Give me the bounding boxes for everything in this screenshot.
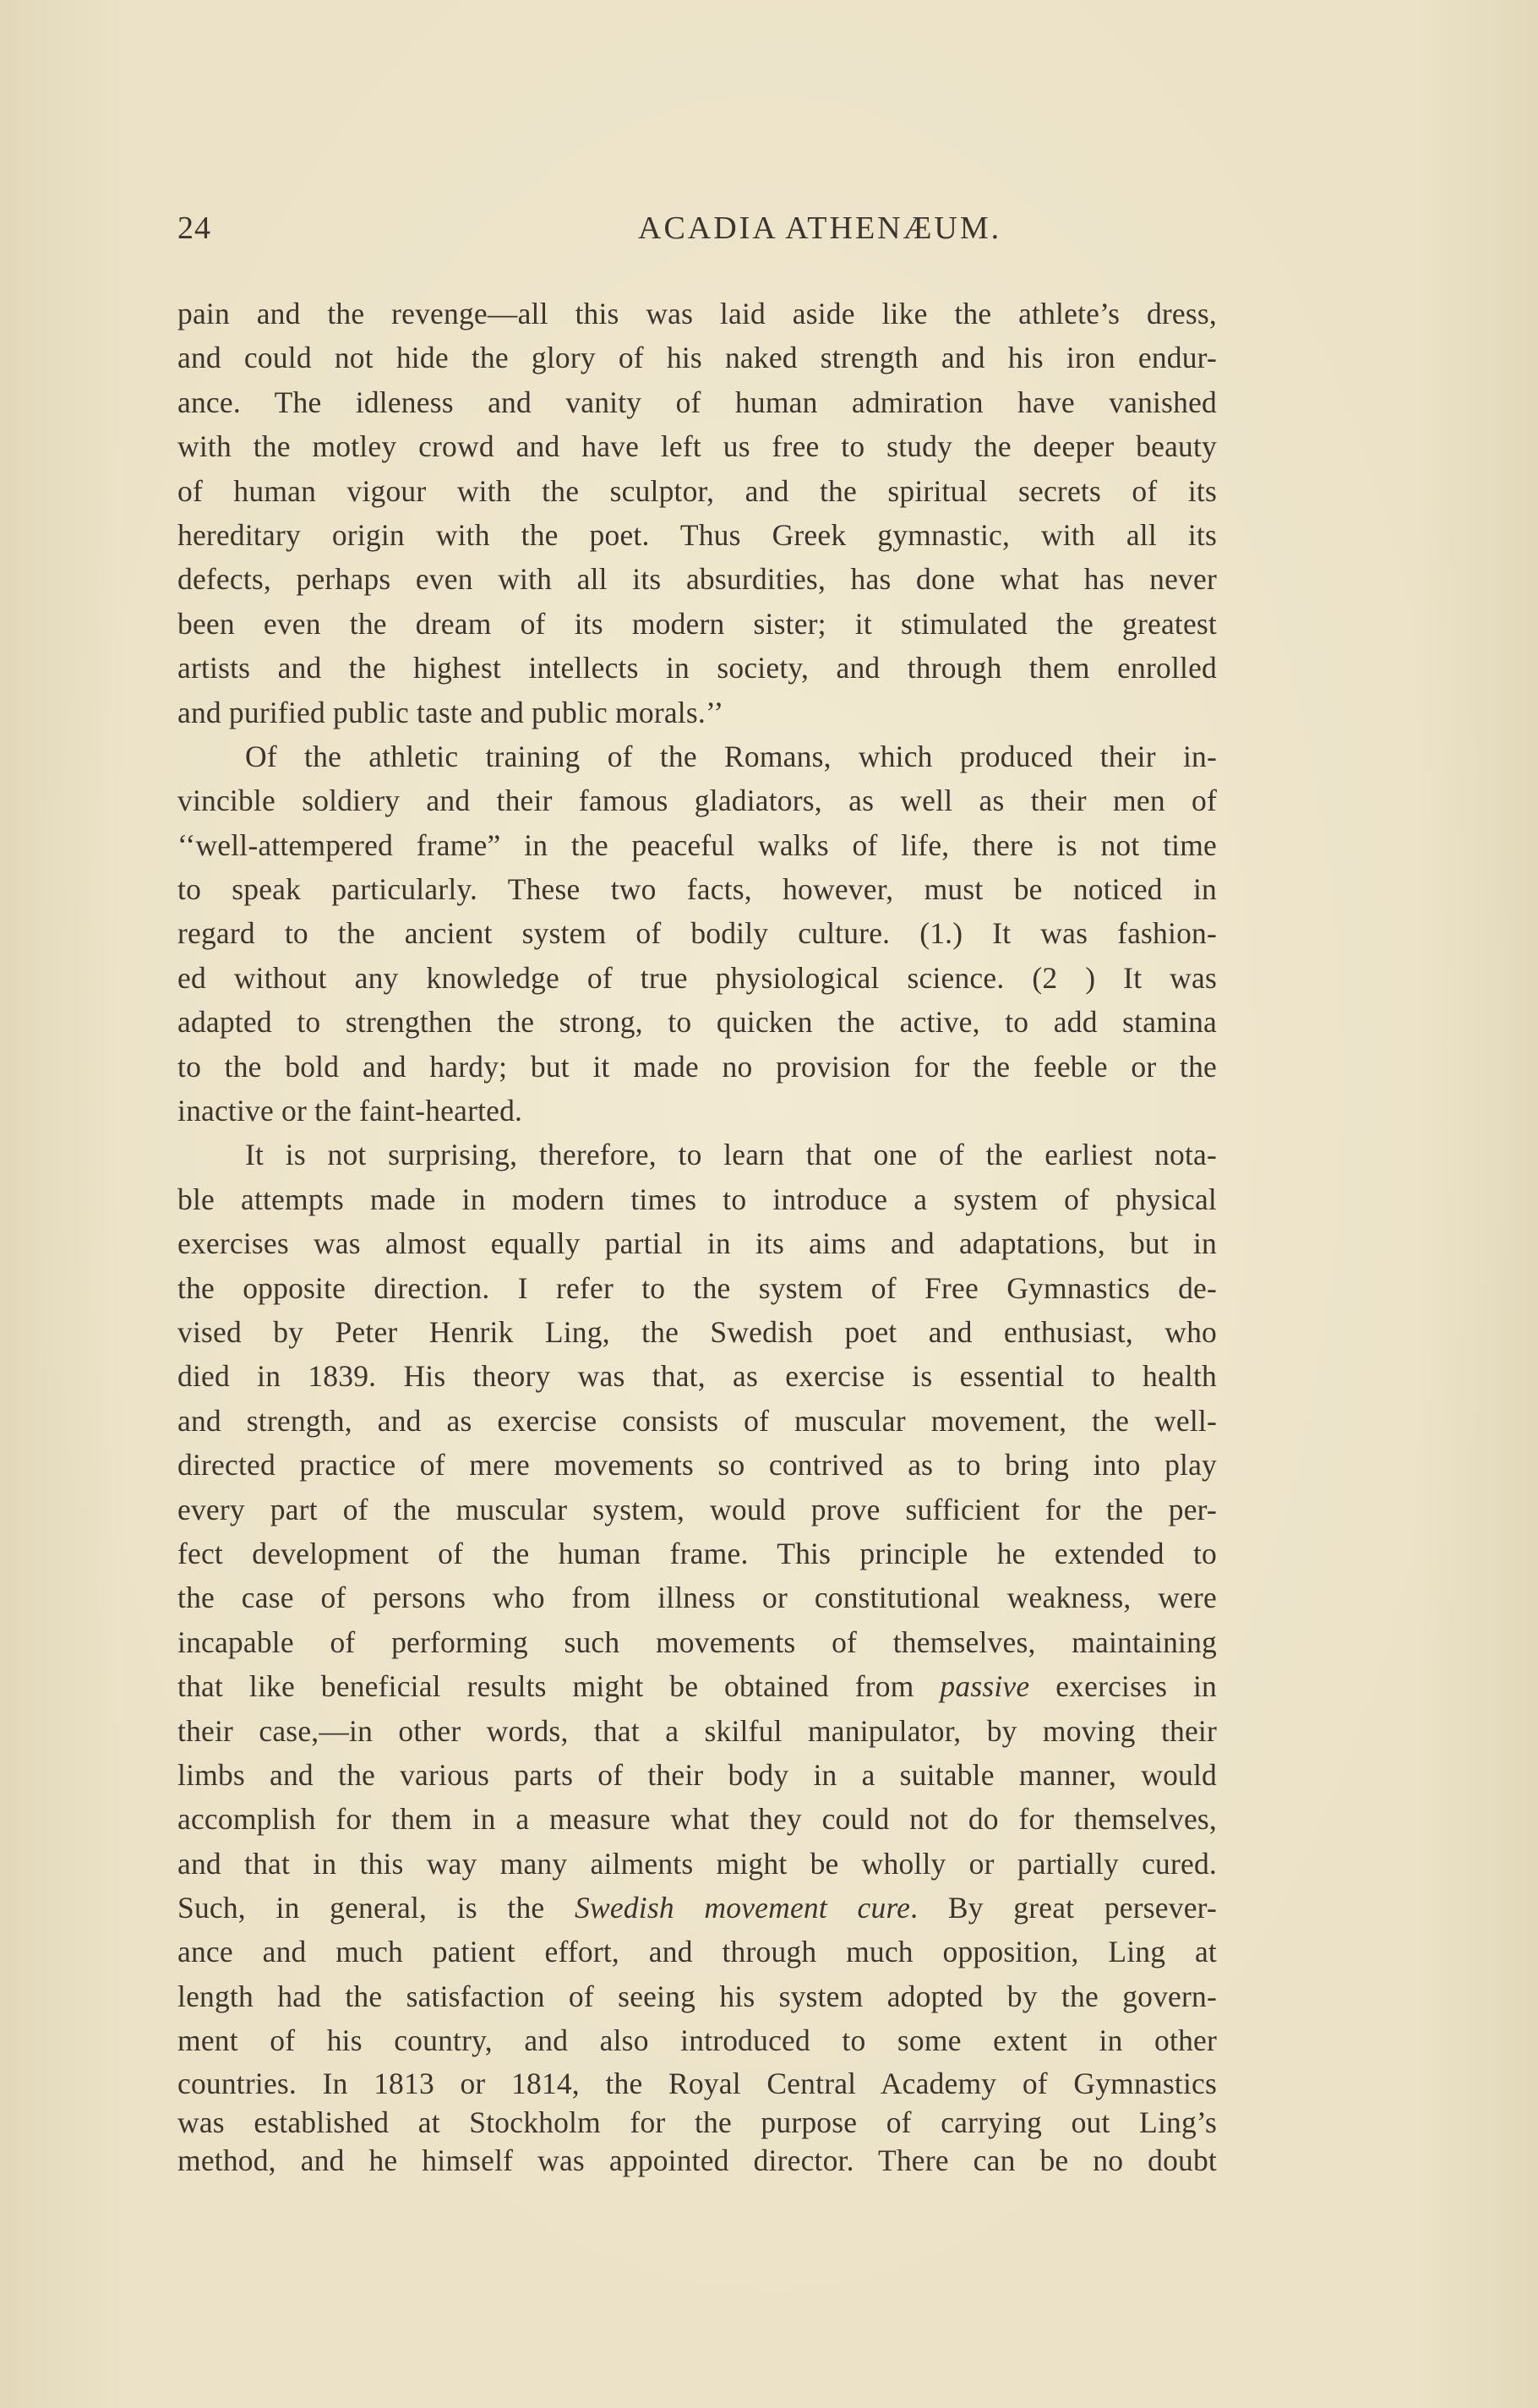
text-line-with-emphasis (177, 1886, 1217, 1930)
text-line: and could not hide the glory of his naked strength and his iron endur- (177, 341, 1217, 375)
line-text: exercises in (1029, 1669, 1217, 1704)
body-text (177, 292, 1217, 2180)
line-text: Such, in general, is the (177, 1891, 575, 1925)
text-line: their case,—in other words, that a skilful manipulator, by moving their (177, 1713, 1217, 1748)
text-line: and that in this way many ailments might be wholly or partially cured. (177, 1846, 1217, 1881)
text-line: and purified public taste and public morals.’’ (177, 695, 724, 729)
text-line: countries. In 1813 or 1814, the Royal Central Academy of Gymnastics (177, 2066, 1217, 2100)
text-line: hereditary origin with the poet. Thus Greek gymnastic, with all its (177, 517, 1217, 552)
text-line: and strength, and as exercise consists of muscular movement, the well- (177, 1403, 1217, 1438)
text-line: incapable of performing such movements of themselves, maintaining (177, 1624, 1217, 1659)
emphasized-text: Swedish movement cure (575, 1891, 911, 1925)
page-number: 24 (177, 210, 211, 246)
paragraph-first-line: Of the athletic training of the Romans, which produced their in- (245, 739, 1217, 773)
line-text: . By great persever- (910, 1891, 1217, 1925)
text-line: with the motley crowd and have left us free to study the deeper beauty (177, 429, 1217, 464)
text-line: died in 1839. His theory was that, as exercise is essential to health (177, 1359, 1217, 1394)
text-line: ed without any knowledge of true physiological science. (2 ) It was (177, 960, 1217, 995)
text-line: vised by Peter Henrik Ling, the Swedish poet and enthusiast, who (177, 1314, 1217, 1349)
text-line: regard to the ancient system of bodily culture. (1.) It was fashion- (177, 916, 1217, 951)
text-line: defects, perhaps even with all its absurdities, has done what has never (177, 562, 1217, 597)
text-line: to speak particularly. These two facts, however, must be noticed in (177, 872, 1217, 907)
text-line: of human vigour with the sculptor, and the spiritual secrets of its (177, 473, 1217, 508)
text-line: directed practice of mere movements so contrived as to bring into play (177, 1448, 1217, 1482)
text-line: length had the satisfaction of seeing his system adopted by the govern- (177, 1979, 1217, 2013)
text-line: ance. The idleness and vanity of human admiration have vanished (177, 385, 1217, 419)
text-line: was established at Stockholm for the purpose of carrying out Ling’s (177, 2105, 1217, 2139)
text-line: pain and the revenge—all this was laid aside like the athlete’s dress, (177, 297, 1217, 330)
text-line: to the bold and hardy; but it made no provision for the feeble or the (177, 1049, 1217, 1084)
text-line: every part of the muscular system, would prove sufficient for the per- (177, 1492, 1217, 1526)
running-head (177, 203, 1361, 254)
text-line: ance and much patient effort, and through much opposition, Ling at (177, 1935, 1217, 1969)
paragraph-first-line: It is not surprising, therefore, to learn that one of the earliest nota- (245, 1138, 1217, 1172)
text-line: method, and he himself was appointed director. There can be no doubt (177, 2143, 1217, 2177)
text-line: the opposite direction. I refer to the system of Free Gymnastics de- (177, 1270, 1217, 1305)
text-line: ‘‘well-attempered frame” in the peaceful walks of life, there is not time (177, 827, 1217, 862)
text-line: fect development of the human frame. This principle he extended to (177, 1536, 1217, 1570)
text-line: adapted to strengthen the strong, to quicken the active, to add stamina (177, 1005, 1217, 1040)
text-line: accomplish for them in a measure what they could not do for themselves, (177, 1802, 1217, 1837)
text-line: been even the dream of its modern sister; it stimulated the greatest (177, 606, 1217, 641)
text-line-with-emphasis (177, 1664, 1217, 1708)
text-line: vincible soldiery and their famous gladiators, as well as their men of (177, 784, 1217, 818)
line-text: that like beneficial results might be obtained from (177, 1669, 941, 1704)
text-line: ble attempts made in modern times to introduce a system of physical (177, 1182, 1217, 1216)
emphasized-text: passive (940, 1669, 1030, 1704)
text-line: limbs and the various parts of their body in a suitable manner, would (177, 1757, 1217, 1792)
text-line: the case of persons who from illness or constitutional weakness, were (177, 1581, 1217, 1615)
text-line: ment of his country, and also introduced to some extent in other (177, 2023, 1217, 2058)
text-line: artists and the highest intellects in society, and through them enrolled (177, 651, 1217, 685)
journal-title: ACADIA ATHENÆUM. (638, 210, 1002, 246)
text-line: inactive or the faint-hearted. (177, 1094, 523, 1128)
text-line: exercises was almost equally partial in its aims and adaptations, but in (177, 1226, 1217, 1261)
